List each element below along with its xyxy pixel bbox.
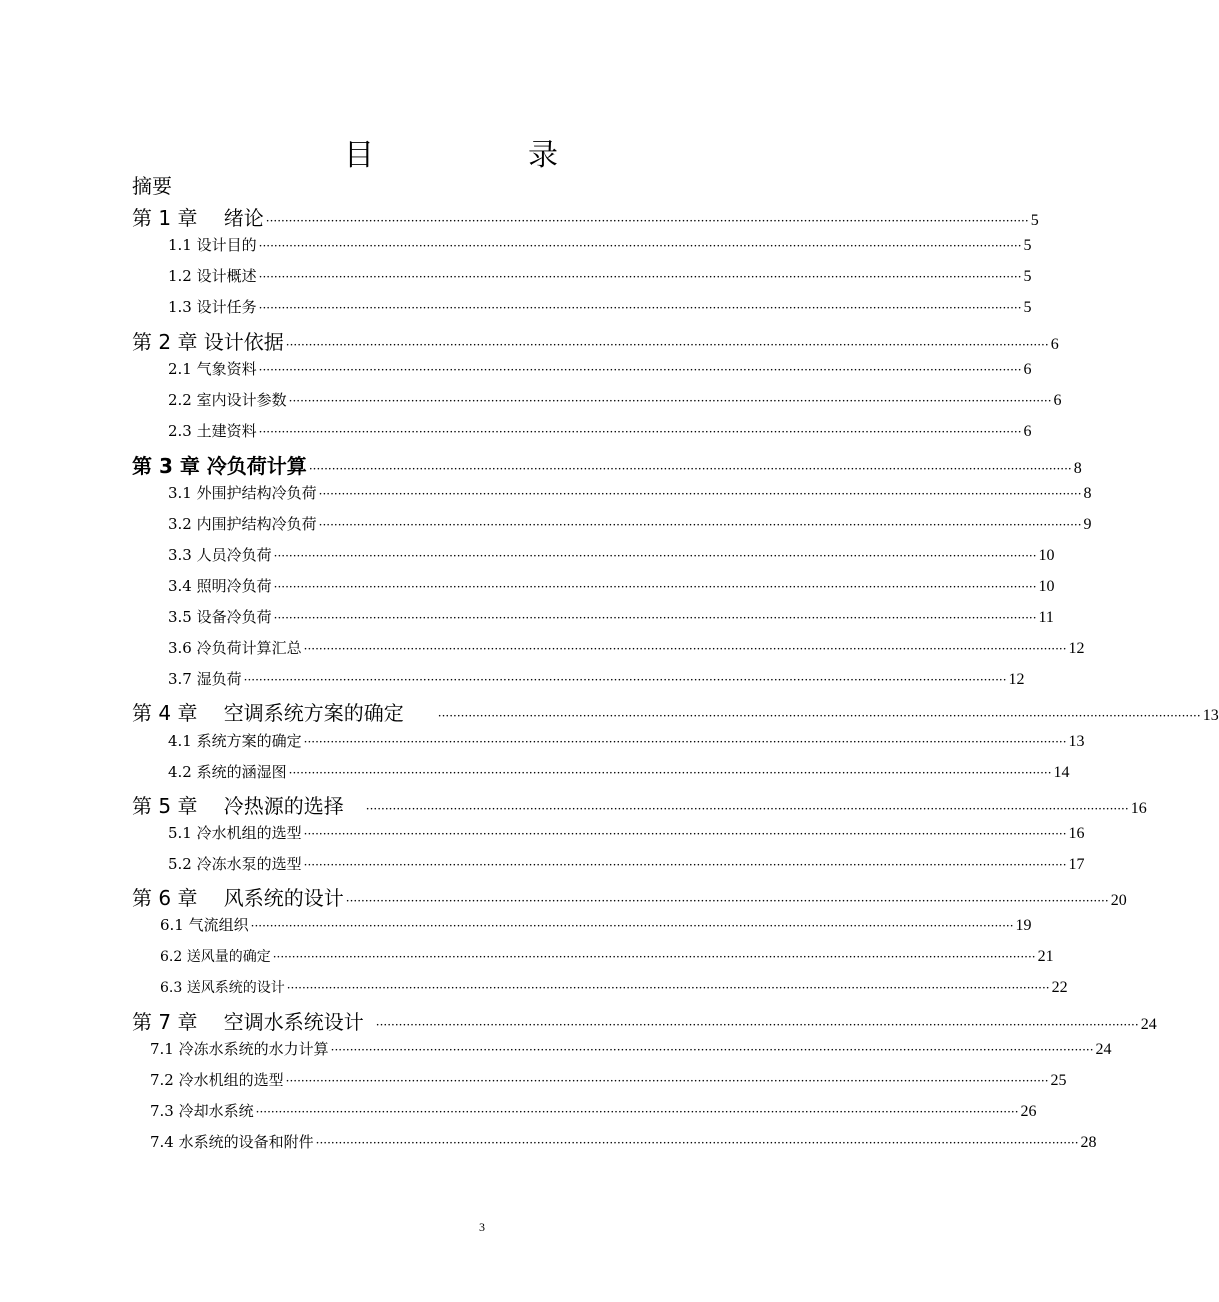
toc-entry-label: 第 3 章 冷负荷计算 [132,454,307,478]
toc-entry-section-7-4[interactable] [150,1131,1097,1152]
toc-abstract: 摘要 [132,174,172,198]
leader-dots: ········································································································································································································ [273,580,1037,594]
toc-entry-section-3-4[interactable] [168,575,1055,596]
leader-dots: ········································································································································································································ [285,338,1049,352]
toc-entry-section-7-2[interactable] [150,1069,1067,1090]
toc-entry-label: 7.4 水系统的设备和附件 [150,1133,314,1151]
toc-entry-section-3-2[interactable] [168,513,1092,534]
toc-entry-label: 3.7 湿负荷 [168,670,242,688]
toc-entry-page: 17 [1068,856,1085,873]
leader-dots: ········································································································································································································ [308,462,1072,476]
leader-dots: ········································································································································································································ [303,735,1067,749]
toc-entry-page: 22 [1051,979,1068,996]
leader-dots: ········································································································································································································ [286,981,1050,995]
toc-entry-page: 5 [1023,237,1032,254]
leader-dots: ········································································································································································································ [437,709,1201,723]
leader-dots: ········································································································································································································ [303,642,1067,656]
toc-entry-page: 10 [1038,547,1055,564]
toc-entry-page: 16 [1068,825,1085,842]
toc-entry-section-5-1[interactable] [168,822,1085,843]
toc-entry-page: 6 [1050,336,1059,353]
toc-entry-page: 5 [1023,299,1032,316]
leader-dots: ········································································································································································································ [288,766,1052,780]
toc-entry-page: 8 [1073,460,1082,477]
leader-dots: ········································································································································································································ [288,394,1052,408]
toc-entry-page: 19 [1015,917,1032,934]
toc-entry-page: 6 [1023,361,1032,378]
toc-entry-page: 20 [1110,892,1127,909]
toc-entry-page: 6 [1023,423,1032,440]
toc-entry-label: 7.1 冷冻水系统的水力计算 [150,1040,329,1058]
toc-entry-section-3-3[interactable] [168,544,1055,565]
leader-dots: ········································································································································································································ [285,1074,1049,1088]
page-number: 3 [479,1220,485,1234]
toc-entry-section-3-1[interactable] [168,482,1092,503]
toc-entry-page: 12 [1068,640,1085,657]
toc-entry-page: 24 [1140,1016,1157,1033]
toc-entry-label: 第 2 章 设计依据 [132,330,284,354]
toc-entry-chapter-1[interactable] [132,202,1039,231]
toc-entry-section-3-5[interactable] [168,606,1054,627]
toc-entry-label: 4.1 系统方案的确定 [168,732,302,750]
leader-dots: ········································································································································································································ [273,549,1037,563]
toc-entry-label: 4.2 系统的涵湿图 [168,763,287,781]
toc-entry-label: 3.2 内围护结构冷负荷 [168,515,317,533]
toc-entry-section-1-2[interactable] [168,265,1032,286]
toc-entry-page: 8 [1083,485,1092,502]
leader-dots: ········································································································································································································ [258,425,1022,439]
leader-dots: ········································································································································································································ [345,894,1109,908]
toc-entry-label: 3.6 冷负荷计算汇总 [168,639,302,657]
toc-entry-section-4-2[interactable] [168,761,1070,782]
leader-dots: ········································································································································································································ [273,611,1037,625]
toc-entry-label: 1.1 设计目的 [168,236,257,254]
toc-entry-page: 6 [1053,392,1062,409]
toc-entry-page: 26 [1020,1103,1037,1120]
toc-entry-label: 1.2 设计概述 [168,267,257,285]
toc-entry-label: 3.5 设备冷负荷 [168,608,272,626]
leader-dots: ········································································································································································································ [318,487,1082,501]
toc-entry-label: 5.1 冷水机组的选型 [168,824,302,842]
toc-entry-section-7-3[interactable] [150,1100,1037,1121]
toc-entry-page: 14 [1053,764,1070,781]
toc-entry-page: 25 [1050,1072,1067,1089]
toc-entry-label: 第 5 章 冷热源的选择 [132,794,344,818]
toc-entry-page: 9 [1083,516,1092,533]
toc-entry-section-5-2[interactable] [168,853,1085,874]
toc-entry-page: 11 [1038,609,1054,626]
leader-dots: ········································································································································································································ [258,270,1022,284]
leader-dots: ········································································································································································································ [315,1136,1079,1150]
toc-entry-page: 13 [1202,707,1219,724]
leader-dots: ········································································································································································································ [265,214,1029,228]
toc-entry-section-6-2[interactable] [160,946,1054,966]
toc-entry-label: 7.2 冷水机组的选型 [150,1071,284,1089]
leader-dots: ········································································································································································································ [330,1043,1094,1057]
leader-dots: ········································································································································································································ [250,919,1014,933]
toc-entry-label: 6.3 送风系统的设计 [160,980,285,996]
toc-entry-page: 5 [1030,212,1039,229]
leader-dots: ········································································································································································································ [258,239,1022,253]
toc-entry-page: 21 [1037,948,1054,965]
toc-entry-page: 10 [1038,578,1055,595]
leader-dots: ········································································································································································································ [365,802,1129,816]
toc-entry-label: 2.1 气象资料 [168,360,257,378]
leader-dots: ········································································································································································································ [318,518,1082,532]
toc-entry-page: 5 [1023,268,1032,285]
toc-entry-chapter-6[interactable] [132,882,1127,911]
toc-entry-label: 7.3 冷却水系统 [150,1102,254,1120]
toc-entry-page: 13 [1068,733,1085,750]
toc-entry-section-7-1[interactable] [150,1038,1112,1059]
toc-entry-label: 3.1 外围护结构冷负荷 [168,484,317,502]
toc-entry-page: 28 [1080,1134,1097,1151]
toc-entry-section-2-3[interactable] [168,420,1032,441]
leader-dots: ········································································································································································································ [375,1018,1139,1032]
toc-entry-label: 3.4 照明冷负荷 [168,577,272,595]
leader-dots: ········································································································································································································ [258,301,1022,315]
toc-entry-label: 2.2 室内设计参数 [168,391,287,409]
leader-dots: ········································································································································································································ [255,1105,1019,1119]
toc-entry-label: 6.1 气流组织 [160,916,249,934]
toc-entry-section-6-3[interactable] [160,977,1068,997]
toc-entry-section-6-1[interactable] [160,914,1032,935]
toc-entry-chapter-7[interactable] [132,1006,1157,1035]
toc-entry-label: 第 7 章 空调水系统设计 [132,1010,364,1034]
toc-entry-section-1-1[interactable] [168,234,1032,255]
toc-entry-page: 12 [1008,671,1025,688]
toc-entry-section-4-1[interactable] [168,730,1085,751]
toc-entry-page: 16 [1130,800,1147,817]
leader-dots: ········································································································································································································ [258,363,1022,377]
toc-entry-section-3-6[interactable] [168,637,1085,658]
toc-entry-label: 6.2 送风量的确定 [160,949,271,965]
leader-dots: ········································································································································································································ [303,858,1067,872]
toc-title: 目 录 [344,138,620,173]
toc-entry-section-2-1[interactable] [168,358,1032,379]
toc-entry-section-2-2[interactable] [168,389,1062,410]
toc-entry-section-3-7[interactable] [168,668,1025,689]
toc-entry-label: 1.3 设计任务 [168,298,257,316]
toc-entry-chapter-4[interactable] [132,697,1219,726]
toc-entry-label: 5.2 冷冻水泵的选型 [168,855,302,873]
toc-entry-label: 2.3 土建资料 [168,422,257,440]
leader-dots: ········································································································································································································ [272,950,1036,964]
toc-entry-label: 第 4 章 空调系统方案的确定 [132,701,404,725]
toc-entry-section-1-3[interactable] [168,296,1032,317]
toc-entry-label: 第 6 章 风系统的设计 [132,886,344,910]
toc-entry-label: 3.3 人员冷负荷 [168,546,272,564]
toc-entry-chapter-2[interactable] [132,326,1059,355]
toc-entry-chapter-3[interactable] [132,450,1082,479]
toc-entry-chapter-5[interactable] [132,790,1147,819]
toc-entry-label: 第 1 章 绪论 [132,206,264,230]
leader-dots: ········································································································································································································ [303,827,1067,841]
toc-entry-page: 24 [1095,1041,1112,1058]
leader-dots: ········································································································································································································ [243,673,1007,687]
